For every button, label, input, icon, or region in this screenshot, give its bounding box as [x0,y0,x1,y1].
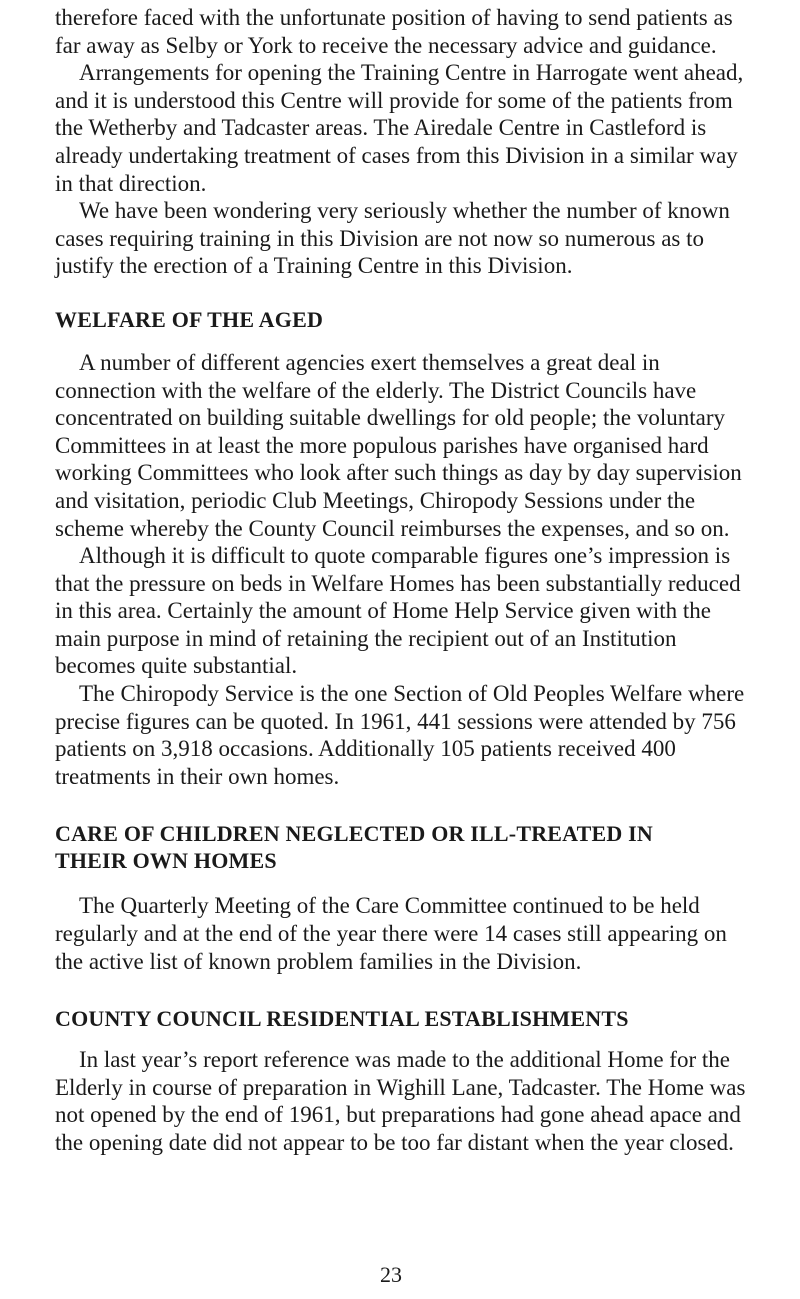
heading-line-1: CARE OF CHILDREN NEGLECTED OR ILL-TREATED IN [55,821,653,847]
children-paragraph-1: The Quarterly Meeting of the Care Committee continued to be held regularly and at the end of the year there were 14 cases still appearing on the active list of known problem families in the Division. [55,893,727,974]
intro-paragraph-3: We have been wondering very seriously whether the number of known cases requiring training in this Division are not now so numerous as to justify the erection of a Training Centre in this Division. [55,198,730,279]
welfare-paragraph-2: Although it is difficult to quote comparable figures one’s impression is that the pressure on beds in Welfare Homes has been substantially reduced in this area. Certainly the amount of Home Help Service given with the main purpose in mind of retaining the recipient out of an Institution becomes quite substantial. [55,543,741,679]
section-heading-care-of-children [55,820,760,874]
intro-paragraph-2: Arrangements for opening the Training Centre in Harrogate went ahead, and it is understood this Centre will provide for some of the patients from the Wetherby and Tadcaster areas. The Airedale Centre in Castleford is already undertaking treatment of cases from this Division in a similar way in that direction. [55,60,744,196]
document-page [55,4,760,1157]
heading-line-2: THEIR OWN HOMES [55,848,277,874]
section-heading-county-council-residential: COUNTY COUNCIL RESIDENTIAL ESTABLISHMENTS [55,1006,629,1032]
welfare-paragraph-3: The Chiropody Service is the one Section of Old Peoples Welfare where precise figures can be quoted. In 1961, 441 sessions were attended by 756 patients on 3,918 occasions. Additionally 105 patients received 400 treatments in their own homes. [55,681,745,789]
page-number: 23 [380,1262,402,1287]
welfare-paragraph-1: A number of different agencies exert themselves a great deal in connection with the welfare of the elderly. The District Councils have concentrated on building suitable dwellings for old people; the voluntary Committees in at least the more populous parishes have organised hard working Committees who look after such things as day by day supervision and visitation, periodic Club Meetings, Chiropody Sessions under the scheme whereby the County Council reimburses the expenses, and so on. [55,349,742,541]
county-paragraph-1: In last year’s report reference was made to the additional Home for the Elderly in course of preparation in Wighill Lane, Tadcaster. The Home was not opened by the end of 1961, but preparations had gone ahead apace and the opening date did not appear to be too far distant when the year closed. [55,1047,746,1155]
section-heading-welfare-of-the-aged: WELFARE OF THE AGED [55,306,324,332]
intro-paragraph-1: therefore faced with the unfortunate position of having to send patients as far away as Selby or York to receive the necessary advice and guidance. [55,5,733,58]
